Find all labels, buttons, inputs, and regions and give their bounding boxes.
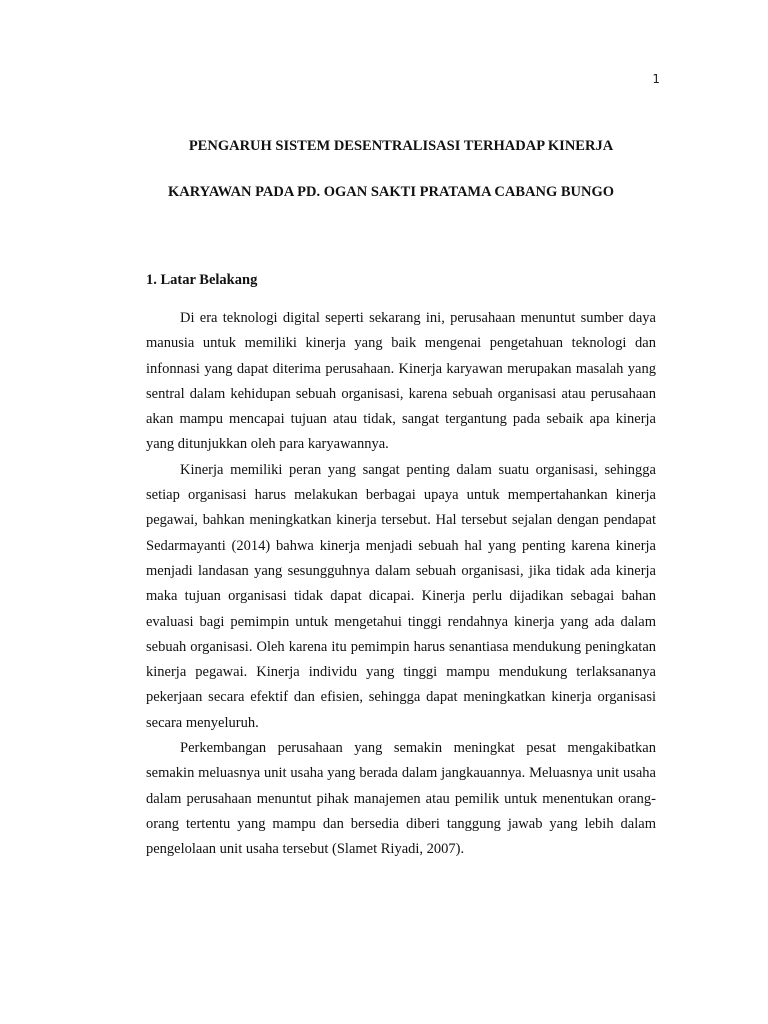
paragraph: Kinerja memiliki peran yang sangat penting dalam suatu organisasi, sehingga setiap organisasi harus melakukan berbagai upaya untuk mempertahankan kinerja pegawai, bahkan meningkatkan kinerja tersebut. Hal tersebut sejalan dengan pendapat Sedarmayanti (2014) bahwa kinerja menjadi sebuah hal yang penting karena kinerja menjadi landasan yang sesungguhnya dalam sebuah organisasi, jika tidak ada kinerja maka tujuan organisasi tidak dapat dicapai. Kinerja perlu dijadikan sebagai bahan evaluasi bagi pemimpin untuk mengetahui tinggi rendahnya kinerja yang ada dalam sebuah organisasi. Oleh karena itu pemimpin harus senantiasa mendukung peningkatan kinerja pegawai. Kinerja individu yang tinggi mampu mendukung terlaksananya pekerjaan secara efektif dan efisien, sehingga dapat meningkatkan kinerja organisasi secara menyeluruh. [146,461,656,731]
paragraph: Di era teknologi digital seperti sekarang ini, perusahaan menuntut sumber daya manusia untuk memiliki kinerja yang baik mengenai pengetahuan teknologi dan infonnasi yang dapat diterima perusahaan. Kinerja karyawan merupakan masalah yang sentral dalam kehidupan sebuah organisasi, karena sebuah organisasi atau perusahaan akan mampu mencapai tujuan atau tidak, sangat tergantung pada sebaik apa kinerja yang ditunjukkan oleh para karyawannya. [146,310,656,453]
document-title-line-1: PENGARUH SISTEM DESENTRALISASI TERHADAP KINERJA [188,138,614,154]
section-heading: 1. Latar Belakang [146,272,258,288]
paragraph: Perkembangan perusahaan yang semakin meningkat pesat mengakibatkan semakin meluasnya unit usaha yang berada dalam jangkauannya. Meluasnya unit usaha dalam perusahaan menuntut pihak manajemen atau pemilik untuk menentukan orang-orang tertentu yang mampu dan bersedia diberi tanggung jawab yang lebih dalam pengelolaan unit usaha tersebut (Slamet Riyadi, 2007). [146,740,656,858]
body-text [146,306,656,863]
document-title-line-2: KARYAWAN PADA PD. OGAN SAKTI PRATAMA CABANG BUNGO [167,184,615,200]
page-number: 1 [652,72,660,86]
